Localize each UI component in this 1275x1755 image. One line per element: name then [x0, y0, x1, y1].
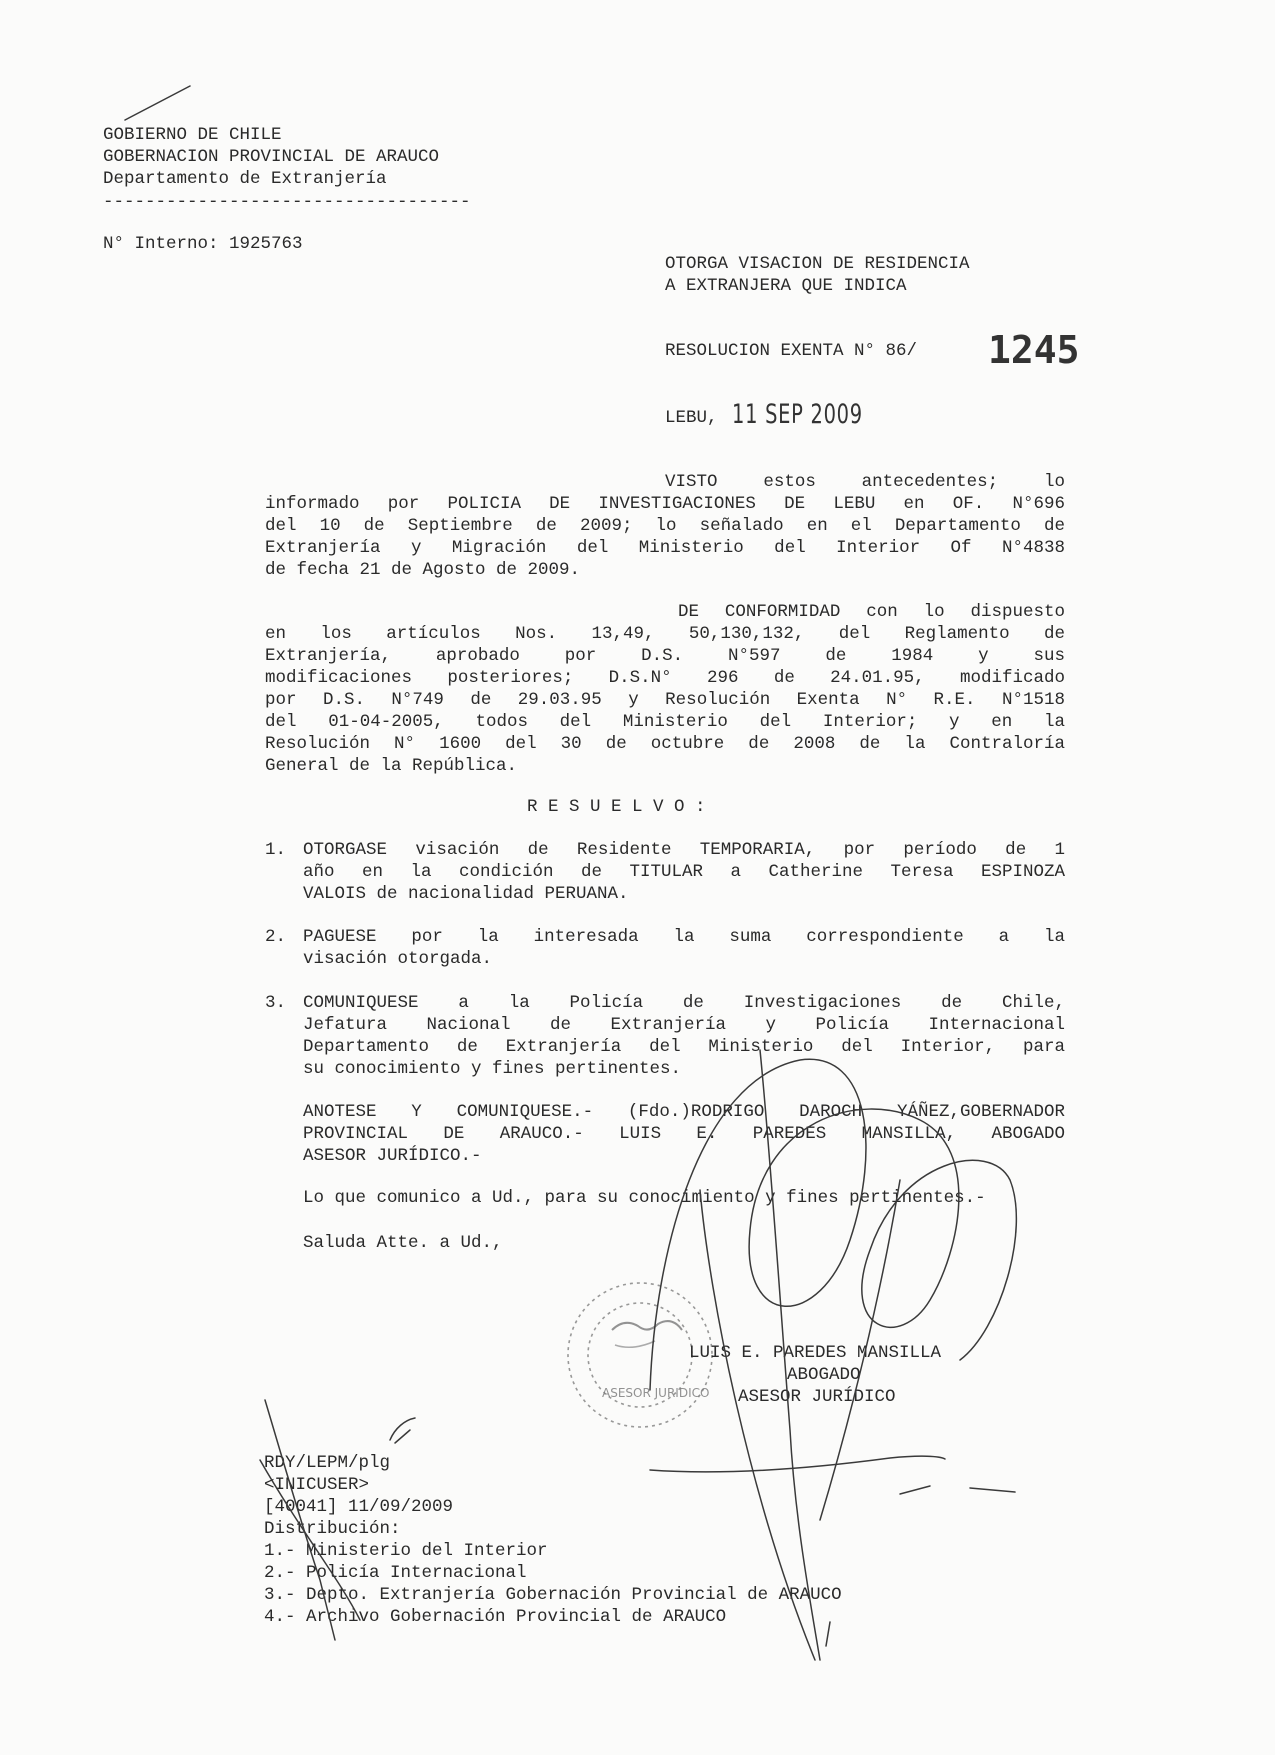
- resuelvo-heading: R E S U E L V O :: [527, 797, 706, 817]
- header-line-1: GOBIERNO DE CHILE: [103, 125, 282, 145]
- resolution-label: RESOLUCION EXENTA N° 86/: [665, 341, 918, 361]
- visto-line: Extranjería y Migración del Ministerio del Interior Of N°4838: [265, 538, 1065, 558]
- conformidad-line: del 01-04-2005, todos del Ministerio del Interior; y en la: [265, 712, 1065, 732]
- internal-number: N° Interno: 1925763: [103, 234, 303, 254]
- saluda-line: Saluda Atte. a Ud.,: [303, 1233, 503, 1253]
- item-line: PAGUESE por la interesada la suma correspondiente a la: [303, 927, 1065, 947]
- footer-ref: [40041] 11/09/2009: [264, 1497, 454, 1517]
- visto-line: informado por POLICIA DE INVESTIGACIONES DE LEBU en OF. N°696: [265, 494, 1065, 514]
- item-number: 1.: [265, 840, 287, 860]
- item-line: Departamento de Extranjería del Ministerio del Interior, para: [303, 1037, 1065, 1057]
- signatory-title-1: ABOGADO: [787, 1365, 861, 1385]
- distribution-item: 2.- Policía Internacional: [264, 1563, 527, 1583]
- conformidad-line: modificaciones posteriores; D.S.N° 296 de 24.01.95, modificado: [265, 668, 1065, 688]
- item-line: VALOIS de nacionalidad PERUANA.: [303, 884, 629, 904]
- distribution-item: 1.- Ministerio del Interior: [264, 1541, 548, 1561]
- conformidad-line: DE CONFORMIDAD con lo dispuesto: [678, 602, 1065, 622]
- conformidad-line: por D.S. N°749 de 29.03.95 y Resolución Exenta N° R.E. N°1518: [265, 690, 1065, 710]
- visto-line: VISTO estos antecedentes; lo: [665, 472, 1065, 492]
- place: LEBU,: [665, 408, 718, 428]
- header-line-2: GOBERNACION PROVINCIAL DE ARAUCO: [103, 147, 440, 167]
- item-line: COMUNIQUESE a la Policía de Investigaciones de Chile,: [303, 993, 1065, 1013]
- distribution-item: 4.- Archivo Gobernación Provincial de ARAUCO: [264, 1607, 727, 1627]
- item-number: 3.: [265, 993, 287, 1013]
- conformidad-line: Extranjería, aprobado por D.S. N°597 de 1984 y sus: [265, 646, 1065, 666]
- distribution-label: Distribución:: [264, 1519, 401, 1539]
- header-line-3: Departamento de Extranjería: [103, 169, 387, 189]
- subject-line-1: OTORGA VISACION DE RESIDENCIA: [665, 254, 970, 274]
- resolution-stamp-number: 1245: [988, 328, 1080, 372]
- item-line: visación otorgada.: [303, 949, 493, 969]
- signatory-title-2: ASESOR JURÍDICO: [738, 1387, 896, 1407]
- check-mark: [125, 86, 190, 120]
- anotese-line: ASESOR JURÍDICO.-: [303, 1146, 482, 1166]
- signatory-name: LUIS E. PAREDES MANSILLA: [689, 1343, 942, 1363]
- conformidad-line: General de la República.: [265, 756, 518, 776]
- comunico-line: Lo que comunico a Ud., para su conocimiento y fines pertinentes.-: [303, 1188, 986, 1208]
- footer-user: <INICUSER>: [264, 1475, 370, 1495]
- visto-line: del 10 de Septiembre de 2009; lo señalado en el Departamento de: [265, 516, 1065, 536]
- item-line: OTORGASE visación de Residente TEMPORARIA, por período de 1: [303, 840, 1065, 860]
- header-rule: -----------------------------------: [103, 192, 471, 212]
- anotese-line: ANOTESE Y COMUNIQUESE.- (Fdo.)RODRIGO DAROCH YÁÑEZ,GOBERNADOR: [303, 1102, 1065, 1122]
- footer-initials: RDY/LEPM/plg: [264, 1453, 391, 1473]
- conformidad-line: en los artículos Nos. 13,49, 50,130,132, del Reglamento de: [265, 624, 1065, 644]
- subject-line-2: A EXTRANJERA QUE INDICA: [665, 276, 907, 296]
- distribution-item: 3.- Depto. Extranjería Gobernación Provincial de ARAUCO: [264, 1585, 842, 1605]
- date-stamp: 11 SEP 2009: [732, 399, 863, 430]
- seal-text: ASESOR JURIDICO: [602, 1386, 710, 1400]
- item-number: 2.: [265, 927, 287, 947]
- visto-line: de fecha 21 de Agosto de 2009.: [265, 560, 581, 580]
- item-line: su conocimiento y fines pertinentes.: [303, 1059, 682, 1079]
- item-line: Jefatura Nacional de Extranjería y Policía Internacional: [303, 1015, 1065, 1035]
- conformidad-line: Resolución N° 1600 del 30 de octubre de 2008 de la Contraloría: [265, 734, 1065, 754]
- item-line: año en la condición de TITULAR a Catherine Teresa ESPINOZA: [303, 862, 1065, 882]
- anotese-line: PROVINCIAL DE ARAUCO.- LUIS E. PAREDES MANSILLA, ABOGADO: [303, 1124, 1065, 1144]
